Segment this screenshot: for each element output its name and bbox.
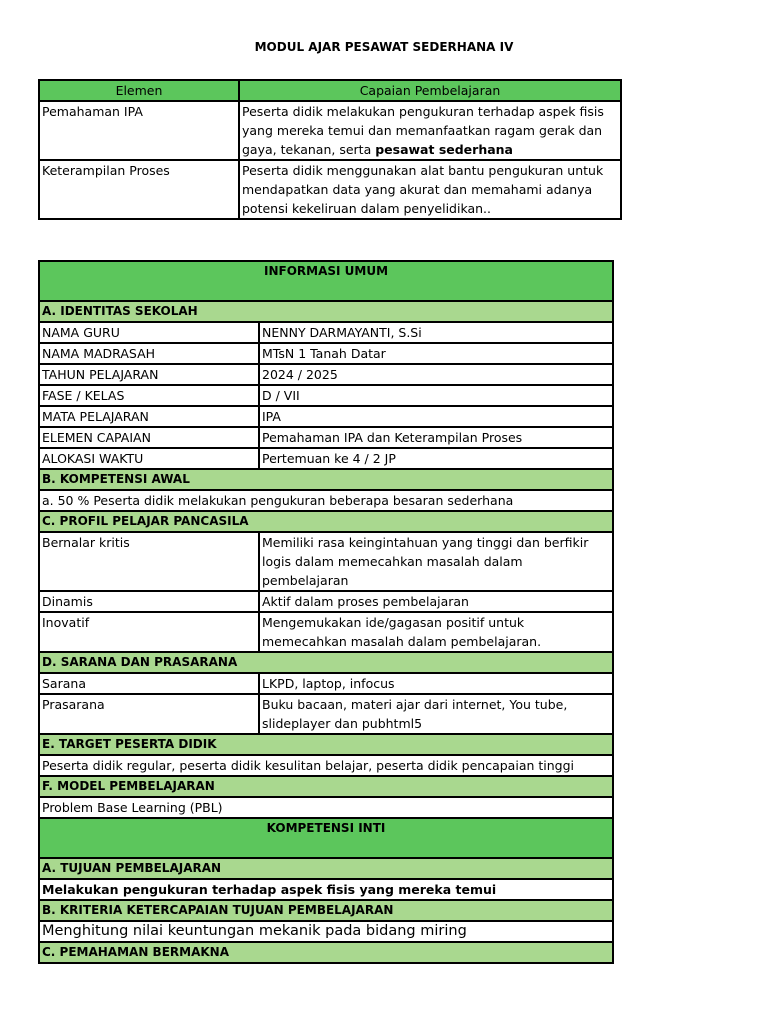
tujuan-label: A. TUJUAN PEMBELAJARAN (39, 858, 613, 879)
section-header (39, 469, 613, 490)
informasi-umum-title: INFORMASI UMUM (39, 261, 613, 301)
elemen-cell: Keterampilan Proses (39, 160, 239, 219)
section-header (39, 511, 613, 532)
kompetensi-inti-header (39, 818, 613, 858)
section-header (39, 858, 613, 879)
field-value: IPA (259, 406, 613, 427)
field-label: NAMA GURU (39, 322, 259, 343)
identitas-label: A. IDENTITAS SEKOLAH (39, 301, 613, 322)
field-label: Prasarana (39, 694, 259, 734)
model-label: F. MODEL PEMBELAJARAN (39, 776, 613, 797)
table-row (39, 755, 613, 776)
table-row (39, 427, 613, 448)
section-header (39, 301, 613, 322)
target-text: Peserta didik regular, peserta didik kesulitan belajar, peserta didik pencapaian tinggi (39, 755, 613, 776)
kriteria-label: B. KRITERIA KETERCAPAIAN TUJUAN PEMBELAJARAN (39, 900, 613, 921)
table-row (39, 612, 613, 652)
table-row (39, 921, 613, 942)
table-row (39, 406, 613, 427)
capaian-text: Peserta didik melakukan pengukuran terhadap aspek fisis yang mereka temui dan memanfaatkan ragam gerak dan gaya, tekanan, serta (242, 104, 604, 157)
table-row (39, 448, 613, 469)
capaian-bold-text: pesawat sederhana (375, 142, 513, 157)
table-row (39, 591, 613, 612)
table-row (39, 364, 613, 385)
field-label: MATA PELAJARAN (39, 406, 259, 427)
elemen-cell: Pemahaman IPA (39, 101, 239, 160)
field-value: Aktif dalam proses pembelajaran (259, 591, 613, 612)
profil-label: C. PROFIL PELAJAR PANCASILA (39, 511, 613, 532)
kompetensi-inti-title: KOMPETENSI INTI (39, 818, 613, 858)
field-value: Buku bacaan, materi ajar dari internet, You tube, slideplayer dan pubhtml5 (259, 694, 613, 734)
table-row (39, 385, 613, 406)
capaian-header-row (39, 80, 621, 101)
section-header (39, 942, 613, 963)
capaian-text: Peserta didik menggunakan alat bantu pengukuran untuk mendapatkan data yang akurat dan memahami adanya potensi kekeliruan dalam penyelidikan.. (242, 163, 604, 216)
field-value: Mengemukakan ide/gagasan positif untuk memecahkan masalah dalam pembelajaran. (259, 612, 613, 652)
model-text: Problem Base Learning (PBL) (39, 797, 613, 818)
field-value: MTsN 1 Tanah Datar (259, 343, 613, 364)
target-label: E. TARGET PESERTA DIDIK (39, 734, 613, 755)
informasi-umum-header (39, 261, 613, 301)
field-label: ALOKASI WAKTU (39, 448, 259, 469)
kriteria-text: Menghitung nilai keuntungan mekanik pada bidang miring (39, 921, 613, 942)
field-value: Pemahaman IPA dan Keterampilan Proses (259, 427, 613, 448)
table-row (39, 673, 613, 694)
kompetensi-awal-label: B. KOMPETENSI AWAL (39, 469, 613, 490)
field-label: Dinamis (39, 591, 259, 612)
field-value: LKPD, laptop, infocus (259, 673, 613, 694)
field-value: Memiliki rasa keingintahuan yang tinggi dan berfikir logis dalam memecahkan masalah dalam pembelajaran (259, 532, 613, 591)
pemahaman-label: C. PEMAHAMAN BERMAKNA (39, 942, 613, 963)
field-value: Pertemuan ke 4 / 2 JP (259, 448, 613, 469)
table-row (39, 101, 621, 160)
header-elemen: Elemen (39, 80, 239, 101)
field-label: Inovatif (39, 612, 259, 652)
capaian-table (38, 79, 622, 220)
field-label: Sarana (39, 673, 259, 694)
capaian-cell (239, 101, 621, 160)
capaian-cell (239, 160, 621, 219)
table-row (39, 694, 613, 734)
field-label: ELEMEN CAPAIAN (39, 427, 259, 448)
document-title: MODUL AJAR PESAWAT SEDERHANA IV (254, 40, 514, 54)
field-value: D / VII (259, 385, 613, 406)
tujuan-text: Melakukan pengukuran terhadap aspek fisis yang mereka temui (39, 879, 613, 900)
informasi-umum-table (38, 260, 614, 964)
section-header (39, 776, 613, 797)
table-row (39, 532, 613, 591)
section-header (39, 900, 613, 921)
field-value: 2024 / 2025 (259, 364, 613, 385)
header-capaian: Capaian Pembelajaran (239, 80, 621, 101)
field-label: FASE / KELAS (39, 385, 259, 406)
table-row (39, 490, 613, 511)
field-label: NAMA MADRASAH (39, 343, 259, 364)
table-row (39, 343, 613, 364)
sarana-label: D. SARANA DAN PRASARANA (39, 652, 613, 673)
table-row (39, 160, 621, 219)
kompetensi-awal-text: a. 50 % Peserta didik melakukan pengukuran beberapa besaran sederhana (39, 490, 613, 511)
field-label: Bernalar kritis (39, 532, 259, 591)
section-header (39, 652, 613, 673)
table-row (39, 797, 613, 818)
table-row (39, 322, 613, 343)
section-header (39, 734, 613, 755)
field-label: TAHUN PELAJARAN (39, 364, 259, 385)
field-value: NENNY DARMAYANTI, S.Si (259, 322, 613, 343)
table-row (39, 879, 613, 900)
